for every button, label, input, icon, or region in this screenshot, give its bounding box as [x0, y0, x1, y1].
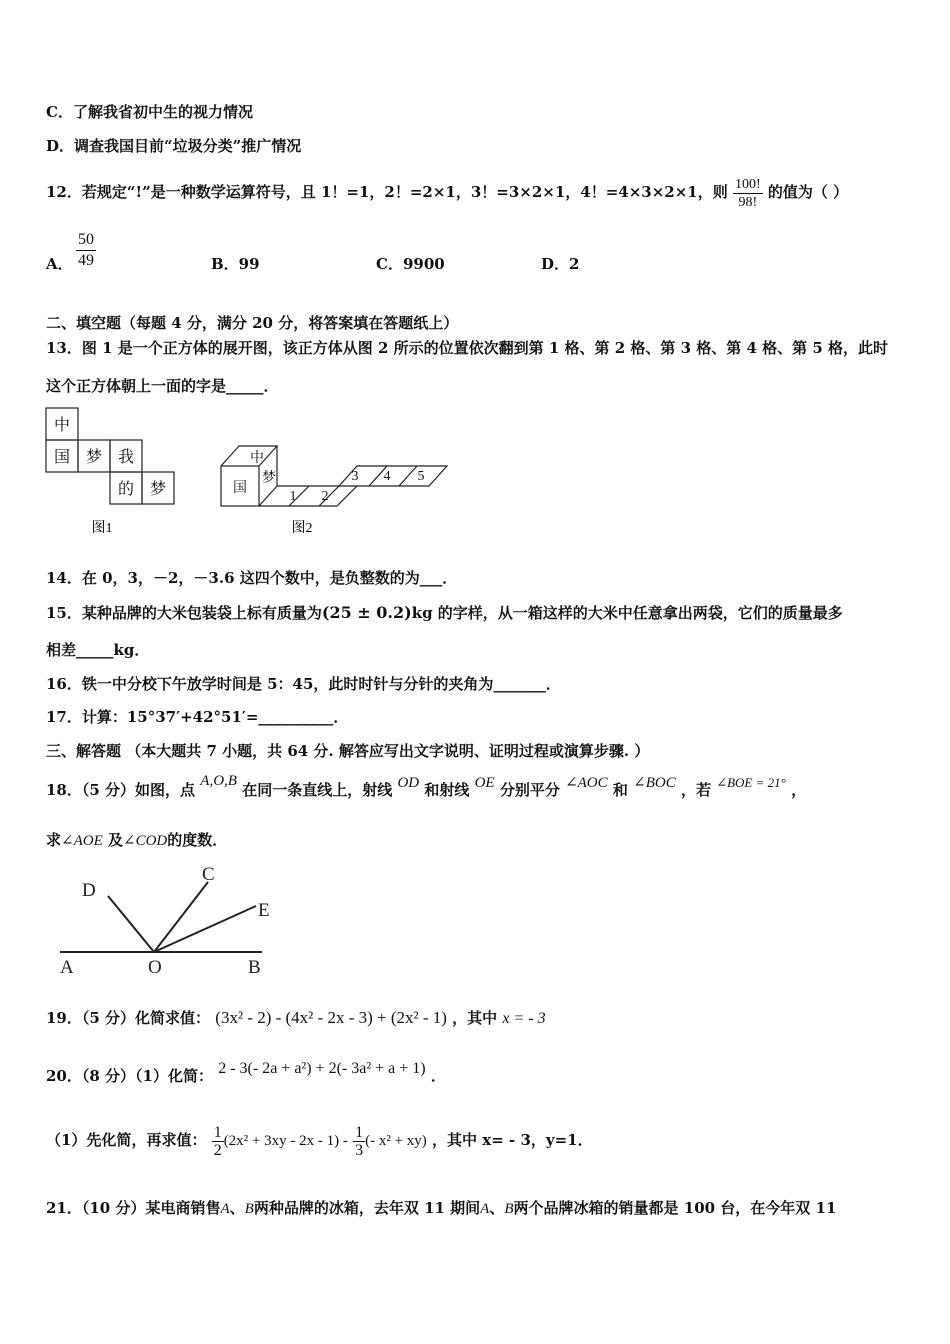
cube-side-face: 梦 — [262, 471, 276, 486]
net-cell-1: 中 — [53, 417, 71, 434]
q18-line2m2: ∠COD — [123, 833, 168, 849]
q21-line — [46, 1198, 836, 1219]
q20-third-num: 1 — [355, 1123, 364, 1141]
grid-square-4: 4 — [383, 469, 391, 484]
q18-line2c: 的度数． — [167, 831, 228, 849]
q18-p5: 和 — [612, 781, 628, 799]
q11-option-c: C．了解我省初中生的视力情况 — [46, 103, 253, 121]
q12-option-a-num: 50 — [76, 230, 96, 251]
q18-line2b: 及 — [107, 831, 123, 849]
figure-2-caption: 图2 — [291, 521, 313, 536]
q20-end: ． — [430, 1067, 446, 1085]
q21-sep2: 、 — [489, 1199, 505, 1217]
q12-frac-num: 100! — [734, 176, 761, 192]
q18-p3: 和射线 — [424, 781, 470, 799]
label-d: D — [82, 880, 96, 901]
q12-option-c: C．9900 — [376, 255, 445, 273]
q20-third — [353, 1124, 365, 1159]
q20-expr2b: (- x² + xy) — [365, 1133, 427, 1149]
q19-pre: 19．（5 分）化简求值： — [46, 1009, 211, 1027]
q21-m1: A — [220, 1201, 230, 1217]
q16: 16．铁一中分校下午放学时间是 5：45，此时时针与分针的夹角为_______． — [46, 675, 561, 693]
q19-line — [46, 1008, 546, 1029]
q20-line1 — [46, 1060, 446, 1087]
q12-stem: 12．若规定“!”是一种数学运算符号，且 1！=1，2！=2×1，3！=3×2×1，4！=4×3×2×1，则 — [46, 183, 728, 201]
q18-p4: 分别平分 — [499, 781, 560, 799]
q20-expr2a: (2x² + 3xy - 2x - 1) - — [223, 1133, 348, 1149]
q15-line2: 相差_____kg． — [46, 641, 150, 659]
q18-line2a: 求 — [46, 831, 62, 849]
cube-top-face: 中 — [250, 451, 264, 466]
q12-option-b: B．99 — [211, 255, 260, 273]
q20-half-den: 2 — [213, 1141, 222, 1159]
q21-m4: B — [504, 1201, 514, 1217]
q20-half — [212, 1124, 224, 1159]
q18-line2 — [46, 830, 227, 851]
label-o: O — [148, 957, 162, 978]
q12-stem-line — [46, 170, 848, 214]
net-cell-4: 我 — [117, 449, 135, 466]
q20-p2-post: ，其中 x= - 3，y=1． — [432, 1131, 593, 1149]
q20-third-den: 3 — [355, 1141, 364, 1159]
q12-option-a-frac — [76, 230, 96, 271]
figure-1-cube-net — [40, 404, 190, 544]
q19-expr: (3x² - 2) - (4x² - 2x - 3) + (2x² - 1) — [215, 1008, 447, 1027]
q18-angle-figure — [50, 860, 290, 980]
q12-option-a-label: A． — [46, 255, 73, 273]
q21-mid: 两种品牌的冰箱，去年双 11 期间 — [253, 1199, 481, 1217]
q12-fraction — [733, 176, 763, 211]
q19-mid: ，其中 — [452, 1009, 498, 1027]
q12-stem-end: 的值为（ ） — [767, 183, 849, 201]
q17: 17．计算：15°37′+42°51′=__________． — [46, 708, 349, 726]
q18-m2: OD — [397, 775, 420, 791]
grid-square-2: 2 — [321, 489, 329, 504]
net-cell-2: 国 — [53, 449, 71, 466]
q18-m5: ∠BOC — [633, 775, 676, 791]
q18-line2m1: ∠AOE — [61, 833, 103, 849]
q20-pre: 20．（8 分）（1）化简： — [46, 1067, 213, 1085]
net-cell-5: 的 — [117, 481, 135, 498]
label-e: E — [258, 900, 270, 921]
net-cell-6: 梦 — [149, 481, 167, 498]
grid-square-3: 3 — [351, 469, 359, 484]
q21-m2: B — [244, 1201, 254, 1217]
q15-post: kg 的字样，从一箱这样的大米中任意拿出两袋，它们的质量最多 — [411, 604, 843, 622]
grid-square-5: 5 — [417, 469, 425, 484]
q15-pre: 15．某种品牌的大米包装袋上标有质量为 — [46, 604, 322, 622]
figure-2-cube-path — [215, 438, 460, 544]
q11-option-d: D．调查我国目前“垃圾分类”推广情况 — [46, 137, 302, 155]
q14: 14．在 0，3，－2，－3.6 这四个数中，是负整数的为___． — [46, 569, 458, 587]
q12-option-a-den: 49 — [78, 252, 94, 269]
label-b: B — [248, 957, 261, 978]
q18-p2: 在同一条直线上，射线 — [242, 781, 393, 799]
q21-m3: A — [480, 1201, 490, 1217]
q13-line2: 这个正方体朝上一面的字是_____． — [46, 377, 279, 395]
q18-p1: 18．（5 分）如图，点 — [46, 781, 196, 799]
grid-square-1: 1 — [289, 489, 297, 504]
cube-front-face: 国 — [233, 481, 247, 496]
q18-m6: ∠BOE = 21° — [716, 775, 786, 790]
q20-half-num: 1 — [213, 1123, 222, 1141]
q18-p6: ，若 — [680, 781, 711, 799]
q20-line2 — [46, 1116, 593, 1165]
net-cell-3: 梦 — [85, 449, 103, 466]
q15-line1 — [46, 603, 843, 623]
section-2-heading: 二、填空题（每题 4 分，满分 20 分，将答案填在答题纸上） — [46, 314, 459, 332]
section-3-heading: 三、解答题 （本大题共 7 小题，共 64 分. 解答应写出文字说明、证明过程或演算步骤. ） — [46, 742, 650, 760]
q13-line1: 13．图 1 是一个正方体的展开图，该正方体从图 2 所示的位置依次翻到第 1 格、第 2 格、第 3 格、第 4 格、第 5 格，此时 — [46, 339, 889, 357]
label-c: C — [202, 864, 215, 885]
q15-expr: (25 ± 0.2) — [321, 603, 412, 622]
figure-1-caption: 图1 — [91, 521, 113, 536]
q19-cond: x = - 3 — [502, 1010, 546, 1027]
q21-post: 两个品牌冰箱的销量都是 100 台，在今年双 11 — [513, 1199, 837, 1217]
q18-m1: A,O,B — [200, 773, 237, 789]
q20-expr: 2 - 3(- 2a + a²) + 2(- 3a² + a + 1) — [218, 1060, 426, 1077]
q12-option-d: D．2 — [541, 255, 580, 273]
q18-p7: ， — [791, 781, 807, 799]
q18-m3: OE — [474, 775, 495, 791]
q18-line1 — [46, 773, 807, 801]
q18-m4: ∠AOC — [565, 775, 608, 791]
q20-p2-pre: （1）先化简，再求值： — [46, 1131, 207, 1149]
label-a: A — [60, 957, 74, 978]
q21-sep1: 、 — [229, 1199, 245, 1217]
q12-frac-den: 98! — [738, 194, 758, 210]
q21-pre: 21．（10 分）某电商销售 — [46, 1199, 221, 1217]
